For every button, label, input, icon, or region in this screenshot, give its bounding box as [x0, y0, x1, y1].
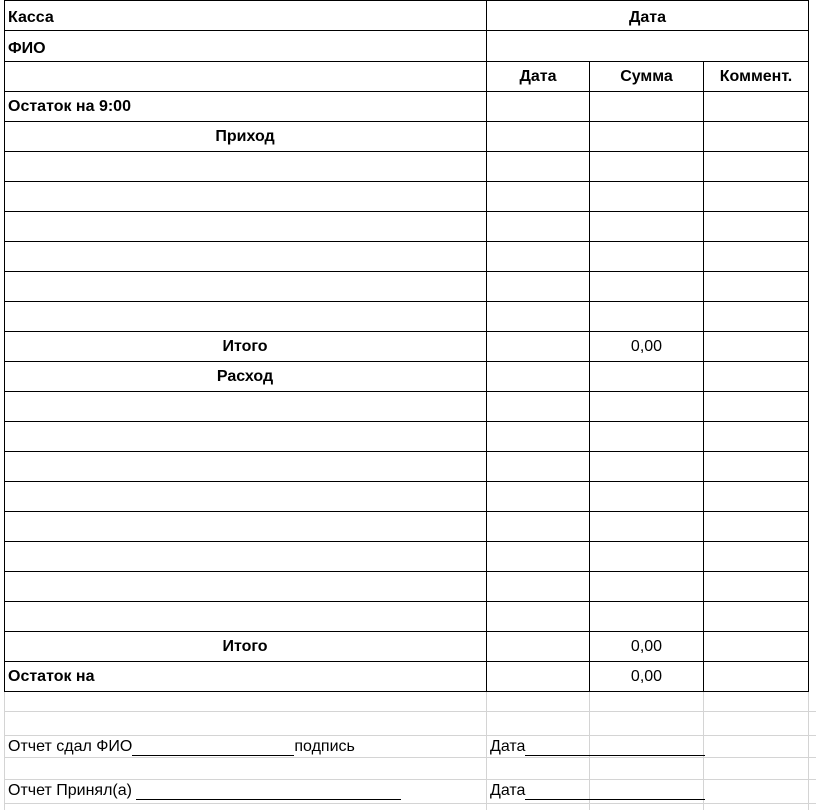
table-border [4, 481, 809, 482]
table-border [4, 601, 809, 602]
expense-total-label: Итого [222, 638, 268, 655]
accepted-date-blank[interactable] [525, 783, 705, 800]
grid-line [4, 803, 816, 804]
table-border [4, 211, 809, 212]
kassa-label: Касса [8, 9, 54, 26]
signature-label: подпись [294, 738, 355, 755]
accepted-blank[interactable] [136, 783, 401, 800]
table-border [4, 181, 809, 182]
report-submitted-line [8, 736, 355, 758]
table-border [4, 0, 809, 1]
accepted-date-label: Дата [490, 782, 526, 799]
table-border [4, 421, 809, 422]
table-border [703, 61, 704, 692]
submitted-date-label: Дата [490, 738, 526, 755]
table-border [808, 0, 809, 692]
table-border [4, 271, 809, 272]
expense-total-value: 0,00 [630, 638, 663, 655]
grid-line [808, 691, 809, 810]
table-border [486, 0, 487, 692]
table-border [4, 571, 809, 572]
closing-balance-label: Остаток на [8, 668, 95, 685]
report-accepted-date-line [490, 780, 705, 802]
submitted-date-blank[interactable] [525, 739, 705, 756]
report-submitted-date-line [490, 736, 705, 758]
income-total-label: Итого [222, 338, 268, 355]
column-header-date: Дата [519, 68, 557, 85]
income-section-label: Приход [215, 128, 275, 145]
grid-line [4, 691, 5, 810]
table-border [4, 451, 809, 452]
income-total-value: 0,00 [630, 338, 663, 355]
report-accepted-line [8, 780, 401, 802]
fio-blank[interactable] [132, 739, 294, 756]
grid-line [486, 691, 487, 810]
table-border [4, 541, 809, 542]
column-header-sum: Сумма [620, 68, 673, 85]
fio-label: ФИО [8, 40, 46, 57]
table-border [4, 241, 809, 242]
column-header-comment: Коммент. [719, 68, 793, 85]
report-submitted-label: Отчет сдал ФИО [8, 738, 133, 755]
expense-section-label: Расход [216, 368, 274, 385]
closing-balance-value: 0,00 [630, 668, 663, 685]
opening-balance-label: Остаток на 9:00 [8, 98, 131, 115]
header-date-label: Дата [628, 9, 667, 26]
table-border [589, 61, 590, 692]
grid-line [4, 711, 816, 712]
report-accepted-label: Отчет Принял(а) [8, 782, 137, 799]
table-border [4, 301, 809, 302]
table-border [4, 511, 809, 512]
